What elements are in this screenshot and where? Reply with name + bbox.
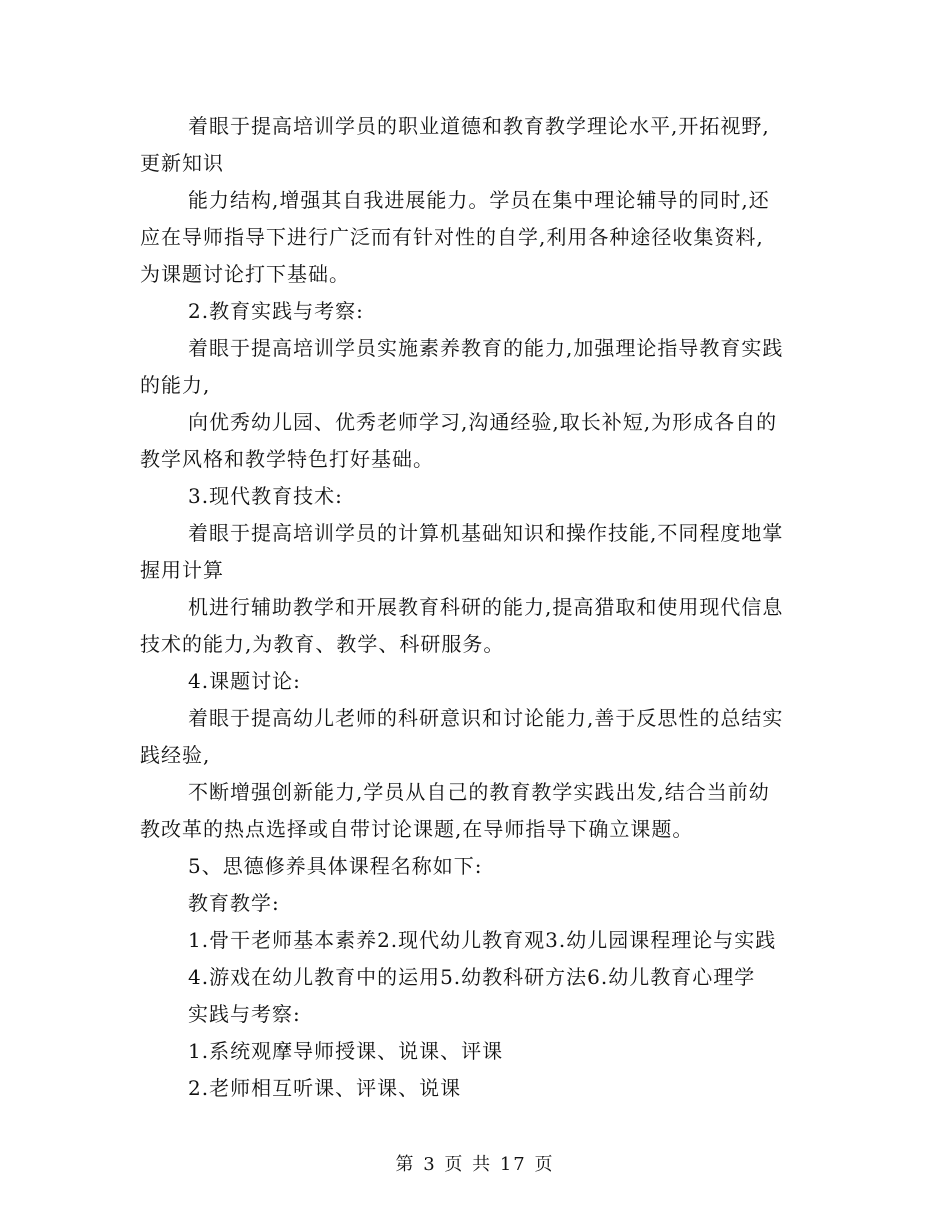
course-list-line: 2.老师相互听课、评课、说课: [188, 1076, 462, 1100]
paragraph-line: 着眼于提高培训学员的计算机基础知识和操作技能,不同程度地掌: [188, 521, 784, 545]
section-heading: 3.现代教育技术:: [188, 484, 343, 508]
paragraph-line: 应在导师指导下进行广泛而有针对性的自学,利用各种途径收集资料,: [140, 225, 764, 249]
section-heading: 2.教育实践与考察:: [188, 299, 364, 323]
paragraph-line: 不断增强创新能力,学员从自己的教育教学实践出发,结合当前幼: [188, 780, 770, 804]
paragraph-line: 能力结构,增强其自我进展能力。学员在集中理论辅导的同时,还: [188, 188, 770, 212]
paragraph-line: 教改革的热点选择或自带讨论课题,在导师指导下确立课题。: [140, 817, 694, 841]
paragraph-line: 机进行辅助教学和开展教育科研的能力,提高猎取和使用现代信息: [188, 595, 784, 619]
paragraph-line: 着眼于提高幼儿老师的科研意识和讨论能力,善于反思性的总结实: [188, 706, 784, 730]
paragraph-line: 更新知识: [140, 151, 224, 175]
paragraph-line: 技术的能力,为教育、教学、科研服务。: [140, 632, 505, 656]
paragraph-line: 握用计算: [140, 558, 224, 582]
paragraph-line: 着眼于提高培训学员的职业道德和教育教学理论水平,开拓视野,: [188, 114, 770, 138]
course-list-line: 4.游戏在幼儿教育中的运用5.幼教科研方法6.幼儿教育心理学: [188, 965, 756, 989]
paragraph-line: 践经验,: [140, 743, 211, 767]
section-heading: 5、思德修养具体课程名称如下:: [188, 854, 483, 878]
paragraph-line: 着眼于提高培训学员实施素养教育的能力,加强理论指导教育实践: [188, 336, 784, 360]
section-heading: 4.课题讨论:: [188, 669, 301, 693]
subsection-heading: 教育教学:: [188, 891, 280, 915]
course-list-line: 1.骨干老师基本素养2.现代幼儿教育观3.幼儿园课程理论与实践: [188, 928, 777, 952]
paragraph-line: 教学风格和教学特色打好基础。: [140, 447, 434, 471]
paragraph-line: 向优秀幼儿园、优秀老师学习,沟通经验,取长补短,为形成各自的: [188, 410, 778, 434]
paragraph-line: 的能力,: [140, 373, 211, 397]
course-list-line: 1.系统观摩导师授课、说课、评课: [188, 1039, 504, 1063]
subsection-heading: 实践与考察:: [188, 1002, 301, 1026]
page-number-footer: 第 3 页 共 17 页: [395, 1154, 555, 1175]
paragraph-line: 为课题讨论打下基础。: [140, 262, 350, 286]
